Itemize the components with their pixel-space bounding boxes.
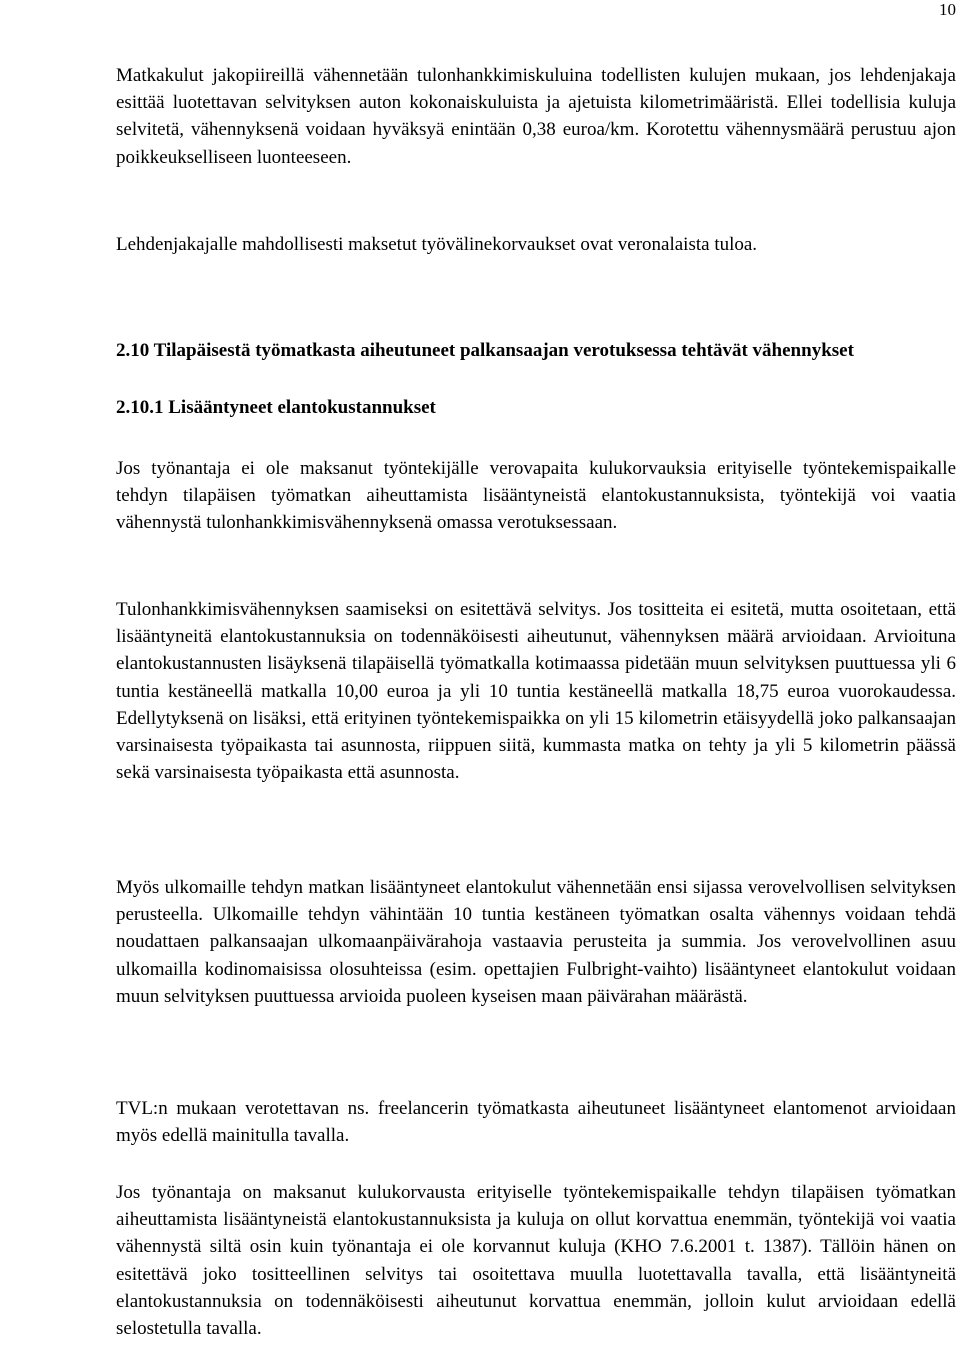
paragraph-elantokustannukset: Jos työnantaja ei ole maksanut työntekijälle verovapaita kulukorvauksia erityiselle työntekemispaikalle tehdyn tilapäisen työmatkan aiheuttamista lisääntyneistä elantokustannuksista, työntekijä voi vaatia vähennystä tulonhankkimisvähennyksenä omassa verotuksessaan. [116, 458, 956, 534]
paragraph-tulonhankkimisvahennys: Tulonhankkimisvähennyksen saamiseksi on esitettävä selvitys. Jos tositteita ei esitetä, mutta osoitetaan, että lisääntyneitä elantokustannuksia on todennäköisesti aiheutunut, vähennyksen määrä arvioidaan. Arvioituna elantokustannusten lisäyksenä tilapäisellä työmatkalla kotimaassa pidetään muun selvityksen puuttuessa yli 6 tuntia kestäneellä matkalla 10,00 euroa ja yli 10 tuntia kestäneellä matkalla 18,75 euroa vuorokaudessa. Edellytyksenä on lisäksi, että erityinen työntekemispaikka on yli 15 kilometrin etäisyydellä joko palkansaajan varsinaisesta työpaikasta tai asunnosta, riippuen siitä, kummasta matka on tehty ja yli 5 kilometrin päässä sekä varsinaisesta työpaikasta että asunnosta. [116, 599, 956, 784]
paragraph-tyovalinekorvaukset: Lehdenjakajalle mahdollisesti maksetut työvälinekorvaukset ovat veronalaista tuloa. [116, 234, 758, 255]
section-heading-2-10: 2.10 Tilapäisestä työmatkasta aiheutuneet palkansaajan verotuksessa tehtävät vähennykset [116, 340, 854, 361]
paragraph-kulukorvaus: Jos työnantaja on maksanut kulukorvausta erityiselle työntekemispaikalle tehdyn tilapäisen työmatkan aiheuttamista lisääntyneistä elantokustannuksista ja kuluja on ollut korvattua enemmän, työntekijä voi vaatia vähennystä siltä osin kuin työnantaja ei ole korvannut kuluja (KHO 7.6.2001 t. 1387). Tällöin hänen on esitettävä joko tositteellinen selvitys tai osoitettava muulla luotettavalla tavalla, että lisääntyneitä elantokustannuksia on todennäköisesti aiheutunut korvattua enemmän, jolloin kulut arvioidaan edellä selostetulla tavalla. [116, 1182, 956, 1340]
paragraph-ulkomaille: Myös ulkomaille tehdyn matkan lisääntyneet elantokulut vähennetään ensi sijassa verovelvollisen selvityksen perusteella. Ulkomaille tehdyn vähintään 10 tuntia kestäneen työmatkan osalta vähennys voidaan tehdä noudattaen palkansaajan ulkomaanpäivärahoja vastaavia perusteita ja summia. Jos verovelvollinen asuu ulkomailla kodinomaisissa olosuhteissa (esim. opettajien Fulbright-vaihto) lisääntyneet elantokulut voidaan muun selvityksen puuttuessa arvioida puoleen kyseisen maan päivärahan määrästä. [116, 877, 956, 1007]
subsection-heading-2-10-1: 2.10.1 Lisääntyneet elantokustannukset [116, 397, 436, 418]
page-number: 10 [939, 0, 956, 19]
paragraph-matkakulut: Matkakulut jakopiireillä vähennetään tulonhankkimiskuluina todellisten kulujen mukaan, jos lehdenjakaja esittää luotettavan selvityksen auton kokonaiskuluista ja ajetuista kilometrimääristä. Ellei todellisia kuluja selvitetä, vähennyksenä voidaan hyväksyä enintään 0,38 euroa/km. Korotettu vähennysmäärä perustuu ajon poikkeukselliseen luonteeseen. [116, 65, 956, 168]
paragraph-freelancer: TVL:n mukaan verotettavan ns. freelancerin työmatkasta aiheutuneet lisääntyneet elantomenot arvioidaan myös edellä mainitulla tavalla. [116, 1098, 956, 1147]
